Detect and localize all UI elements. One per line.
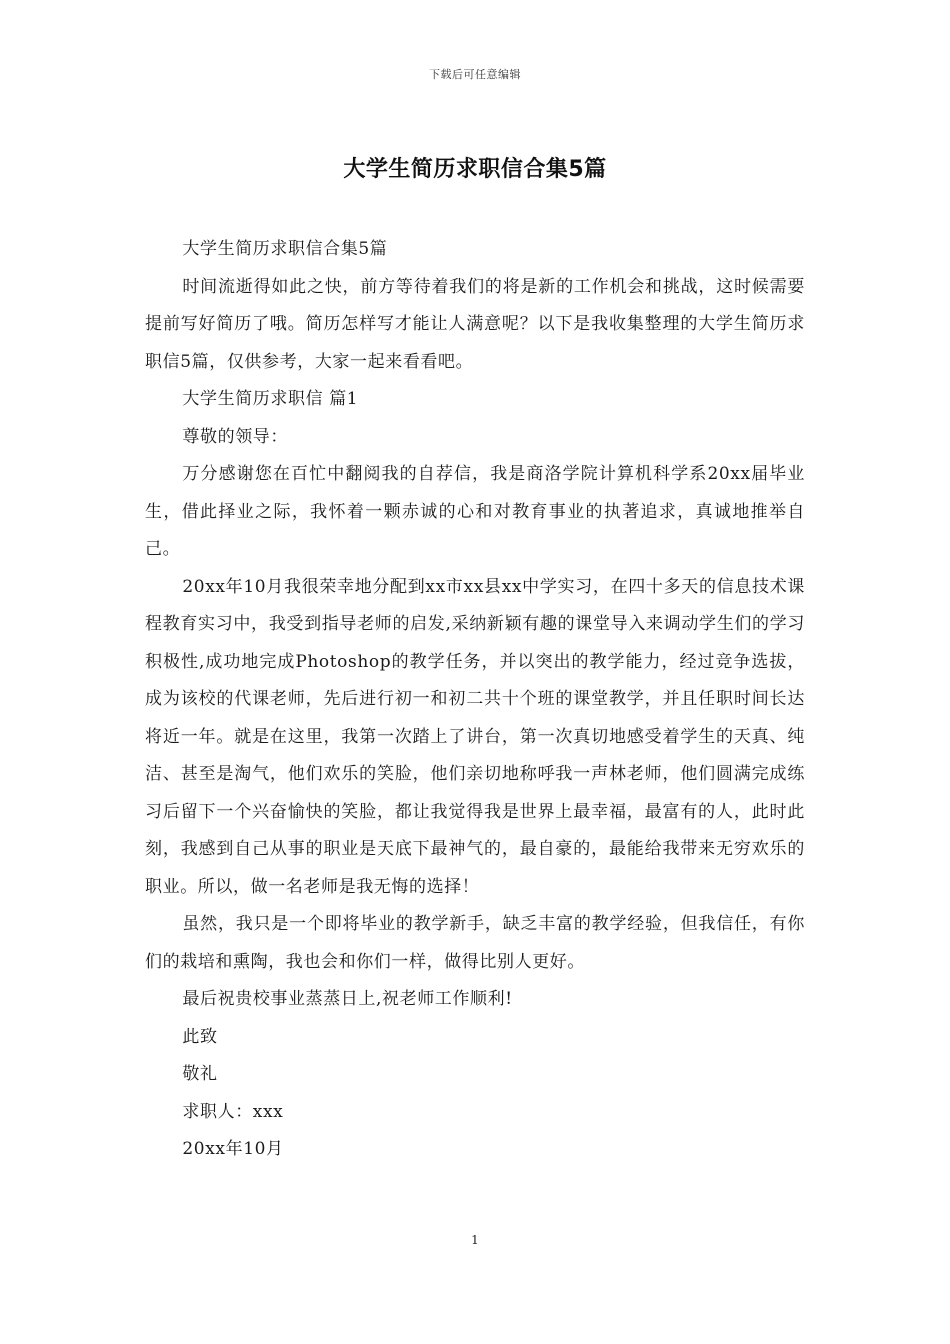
intro-paragraph: 时间流逝得如此之快，前方等待着我们的将是新的工作机会和挑战，这时候需要提前写好简历了哦。简历怎样写才能让人满意呢？以下是我收集整理的大学生简历求职信5篇，仅供参考，大家一起来看看吧。 xyxy=(145,276,805,372)
body-paragraph: 20xx年10月我很荣幸地分配到xx市xx县xx中学实习，在四十多天的信息技术课程教育实习中，我受到指导老师的启发,采纳新颖有趣的课堂导入来调动学生们的学习积极性,成功地完成Photoshop的教学任务，并以突出的教学能力，经过竞争选拔，成为该校的代课老师，先后进行初一和初二共十个班的课堂教学，并且任职时间长达将近一年。就是在这里，我第一次踏上了讲台，第一次真切地感受着学生的天真、纯洁、甚至是淘气，他们欢乐的笑脸，他们亲切地称呼我一声林老师，他们圆满完成练习后留下一个兴奋愉快的笑脸，都让我觉得我是世界上最幸福，最富有的人，此时此刻，我感到自己从事的职业是天底下最神气的，最自豪的，最能给我带来无穷欢乐的职业。所以，做一名老师是我无悔的选择！ xyxy=(145,576,805,897)
body-paragraph: 虽然，我只是一个即将毕业的教学新手，缺乏丰富的教学经验，但我信任，有你们的栽培和熏陶，我也会和你们一样，做得比别人更好。 xyxy=(145,914,805,972)
letter-date: 20xx年10月 xyxy=(182,1139,284,1159)
closing-line: 此致 xyxy=(182,1026,218,1047)
body-paragraph: 万分感谢您在百忙中翻阅我的自荐信，我是商洛学院计算机科学系20xx届毕业生，借此择业之际，我怀着一颗赤诚的心和对教育事业的执著追求，真诚地推举自己。 xyxy=(145,464,805,559)
page-number: 1 xyxy=(471,1233,479,1247)
document-body xyxy=(145,231,805,1169)
section-heading: 大学生简历求职信 篇1 xyxy=(182,389,359,409)
document-title: 大学生简历求职信合集5篇 xyxy=(343,157,607,182)
closing-wishes: 最后祝贵校事业蒸蒸日上,祝老师工作顺利! xyxy=(182,989,513,1009)
header-note: 下载后可任意编辑 xyxy=(429,68,521,81)
applicant-signature: 求职人：xxx xyxy=(182,1101,284,1122)
closing-salute: 敬礼 xyxy=(182,1064,218,1084)
subtitle-paragraph: 大学生简历求职信合集5篇 xyxy=(182,239,388,259)
salutation: 尊敬的领导： xyxy=(182,426,288,447)
